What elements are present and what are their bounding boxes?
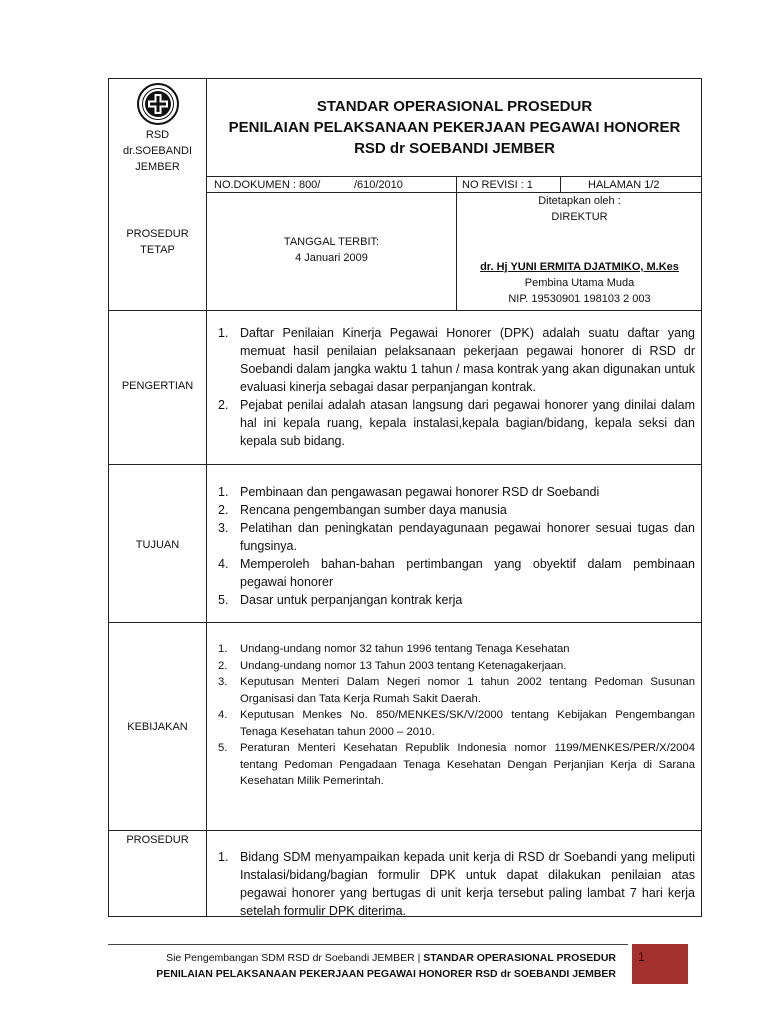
list-item: 3. Keputusan Menteri Dalam Negeri nomor 1 tahun 2002 tentang Pedoman Susunan Organisasi dan Tata Kerja Rumah Sakit Daerah. bbox=[218, 676, 695, 705]
page-number: 1 bbox=[638, 950, 645, 964]
halaman: HALAMAN 1/2 bbox=[588, 179, 660, 191]
prosedur-tetap-label: PROSEDUR TETAP bbox=[126, 228, 189, 256]
section-label-kebijakan: KEBIJAKAN bbox=[127, 721, 188, 733]
hospital-name: RSD dr.SOEBANDI JEMBER bbox=[122, 129, 193, 173]
section-label-tujuan: TUJUAN bbox=[135, 539, 180, 551]
ditetapkan-block: Ditetapkan oleh : DIREKTUR bbox=[538, 195, 621, 223]
no-dokumen: NO.DOKUMEN : 800/ /610/2010 bbox=[214, 179, 403, 191]
list-item: 1. Bidang SDM menyampaikan kepada unit kerja di RSD dr Soebandi yang meliputi Instalasi/bidang/bagian formulir DPK untuk dapat dilakukan penilaian atas pegawai honorer yang bertugas di unit kerja tersebut paling lambat 7 hari kerja setelah formulir DPK diterima. bbox=[218, 850, 695, 918]
signatory-name: dr. Hj YUNI ERMITA DJATMIKO, M.Kes bbox=[480, 261, 679, 273]
section-label-prosedur: PROSEDUR bbox=[126, 834, 189, 846]
page-number-box bbox=[632, 944, 688, 984]
list-item: 1. Undang-undang nomor 32 tahun 1996 tentang Tenaga Kesehatan bbox=[218, 643, 570, 655]
signatory-block: dr. Hj YUNI ERMITA DJATMIKO, M.Kes Pembina Utama Muda NIP. 19530901 198103 2 003 bbox=[457, 259, 702, 307]
tujuan-list bbox=[214, 483, 695, 609]
list-item: 3. Pelatihan dan peningkatan pendayagunaan pegawai honorer sesuai tugas dan fungsinya. bbox=[218, 521, 695, 553]
list-item: 1. Daftar Penilaian Kinerja Pegawai Honorer (DPK) adalah suatu daftar yang memuat hasil penilaian pelaksanaan pekerjaan pegawai honorer di RSD dr Soebandi dalam jangka waktu 1 tahun / masa kontrak yang akan digunakan untuk evaluasi kinerja sebagai dasar perpanjangan kontrak. bbox=[218, 326, 695, 394]
pengertian-list bbox=[214, 324, 695, 450]
document-title: STANDAR OPERASIONAL PROSEDUR PENILAIAN PELAKSANAAN PEKERJAAN PEGAWAI HONORER RSD dr SOEBANDI JEMBER bbox=[228, 98, 681, 157]
tanggal-terbit: TANGGAL TERBIT: 4 Januari 2009 bbox=[283, 236, 380, 264]
section-label-pengertian: PENGERTIAN bbox=[121, 380, 194, 392]
footer-text: Sie Pengembangan SDM RSD dr Soebandi JEMBER | STANDAR OPERASIONAL PROSEDUR PENILAIAN PELAKSANAAN PEKERJAAN PEGAWAI HONORER RSD dr SOEBANDI JEMBER bbox=[156, 952, 616, 980]
list-item: 5. Dasar untuk perpanjangan kontrak kerja bbox=[218, 593, 463, 607]
list-item: 5. Peraturan Menteri Kesehatan Republik Indonesia nomor 1199/MENKES/PER/X/2004 tentang Pedoman Pengadaan Tenaga Kesehatan Dengan Perjanjian Kerja di Sarana Kesehatan Milik Pemerintah. bbox=[218, 742, 695, 787]
hospital-logo-icon bbox=[136, 82, 180, 126]
no-revisi: NO REVISI : 1 bbox=[462, 179, 533, 191]
list-item: 4. Memperoleh bahan-bahan pertimbangan yang obyektif dalam pembinaan pegawai honorer bbox=[218, 557, 695, 589]
kebijakan-list bbox=[214, 641, 695, 790]
list-item: 2. Undang-undang nomor 13 Tahun 2003 tentang Ketenagakerjaan. bbox=[218, 659, 567, 672]
prosedur-list bbox=[214, 848, 695, 920]
list-item: 2. Rencana pengembangan sumber daya manusia bbox=[218, 503, 507, 517]
list-item: 4. Keputusan Menkes No. 850/MENKES/SK/V/2000 tentang Kebijakan Pengembangan Tenaga Kesehatan tahun 2000 – 2010. bbox=[218, 709, 695, 738]
list-item: 1. Pembinaan dan pengawasan pegawai honorer RSD dr Soebandi bbox=[218, 485, 600, 499]
list-item: 2. Pejabat penilai adalah atasan langsung dari pegawai honorer yang dinilai dalam hal ini kepala ruang, kepala instalasi,kepala bagian/bidang, kepala seksi dan kepala sub bidang. bbox=[218, 398, 695, 448]
